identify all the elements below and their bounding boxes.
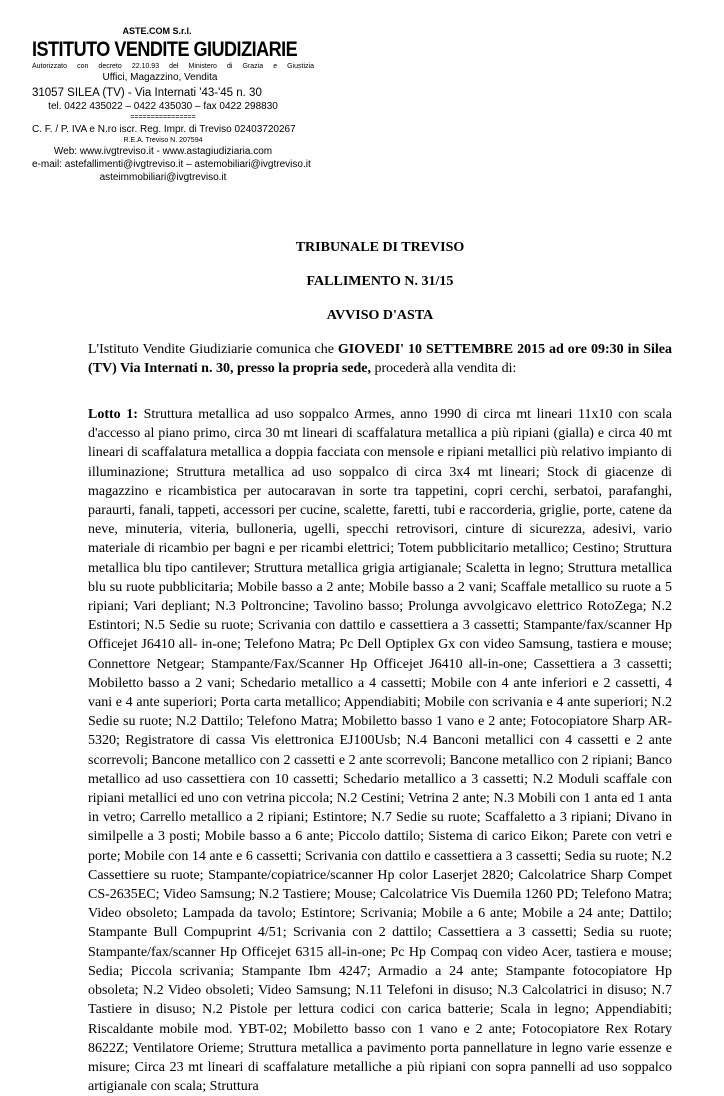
- lot-description: Struttura metallica ad uso soppalco Armes, anno 1990 di circa mt lineari 11x10 con scala d'accesso al piano primo, circa 30 mt lineari di scaffalatura metallica a più ripiani (gialla) e circa 40 mt lineari di scaffalatura metallica a doppia facciata con mensole e ripiani metallici più relativo impianto di illuminazione; Struttura metallica ad uso soppalco di circa 3x4 mt lineari; Stock di giacenze di magazzino e ricambistica per autocaravan in sorte tra tappetini, copri cerchi, serbatoi, parafanghi, paraurti, fanali, tappeti, accessori per cucine, scalette, faretti, tubi e raccorderia, griglie, porte, catene da neve, minuteria, viteria, bulloneria, ugelli, specchi retrovisori, cinture di sicurezza, adesivi, vario materiale di ricambio per bagni e per ricambi elettrici; Totem pubblicitario metallico; Cestino; Struttura metallica blu tipo cantilever; Struttura metallica grigia artigianale; Scaletta in legno; Struttura metallica blu su ruote pubblicitaria; Mobile basso a 2 ante; Mobile basso a 2 vani; Scaffale metallico su ruote a 5 ripiani; Vari depliant; N.3 Poltroncine; Tavolino basso; Prolunga avvolgicavo elettrico RotoZega; N.2 Estintori; N.5 Sedie su ruote; Scrivania con dattilo e cassettiera a 3 cassetti; Stampante/fax/scanner Hp Officejet J6410 all- in-one; Telefono Matra; Pc Dell Optiplex Gx con video Samsung, tastiera e mouse; Connettore Netgear; Stampante/Fax/Scanner Hp Officejet J6410 all-in-one; Cassettiera a 3 cassetti; Mobiletto basso a 2 vani; Schedario metallico a 4 cassetti; Mobile con 4 ante inferiori e 2 cassetti, 4 vani e 4 ante superiori; Porta carta metallico; Appendiabiti; Mobile con scrivania e 4 ante superiori; N.2 Sedie su ruote; N.2 Dattilo; Telefono Matra; Mobiletto basso 1 vano e 2 ante; Fotocopiatore Sharp AR-5320; Registratore di cassa Vis elettronica EJ100Usb; N.4 Banconi metallici con 4 cassetti e 2 ante scorrevoli; Bancone metallico con 2 cassetti e 2 ante scorrevoli; Bancone metallico con 2 ripiani; Banco metallico ad uso cassettiera con 10 cassetti; Schedario metallico a 3 cassetti; N.2 Moduli scaffale con ripiani metallici ed uno con vetrina piccola; N.2 Cestini; Vetrina 2 ante; N.3 Mobili con 1 anta ed 1 anta in vetro; Carrello metallico a 2 ripiani; Estintore; N.7 Sedie su ruote; Scaffaletto a 3 ripiani; Divano in similpelle a 3 posti; Mobile basso a 6 ante; Piccolo dattilo; Sistema di carico Eikon; Parete con vetri e porte; Mobile con 14 ante e 6 cassetti; Scrivania con dattilo e cassettiera a 3 cassetti; Sedia su ruote; N.2 Cassettiere su ruote; Stampante/copiatrice/scanner Hp color Laserjet 2820; Calcolatrice Sharp Compet CS-2635EC; Video Samsung; N.2 Tastiere; Mouse; Calcolatrice Vis Duemila 1260 PD; Telefono Matra; Video obsoleto; Lampada da tavolo; Estintore; Scrivania; Mobile a 6 ante; Mobile a 24 ante; Dattilo; Stampante Bull Compuprint 4/51; Scrivania con 2 dattilo; Cassettiera a 3 cassetti; Sedia su ruote; Stampante/fax/scanner Hp Officejet 6315 all-in-one; Pc Hp Compaq con video Acer, tastiera e mouse; Sedia; Piccola scrivania; Stampante Ibm 4247; Armadio a 24 ante; Stampante fotocopiatore Hp obsoleta; N.2 Video obsoleti; Video Samsung; N.11 Telefoni in disuso; N.3 Calcolatrici in disuso; N.7 Tastiere in disuso; N.2 Pistole per lettura codici con carica batterie; Scala in legno; Appendiabiti; Riscaldante mobile mod. YBT-02; Mobiletto basso con 1 vano e 2 ante; Fotocopiatore Rex Rotary 8622Z; Ventilatore Orieme; Struttura metallica a pavimento porta pannellature in legno varie essenze e misure; Circa 23 mt lineari di scaffalature metalliche a più ripiani con sopra pannelli ad uso soppalco artigianale con scala; Struttura: [88, 407, 672, 1095]
- letterhead: [32, 26, 332, 184]
- address-text: 31057 SILEA (TV) - Via Internati '43-'45 n. 30: [32, 87, 262, 99]
- court-heading: TRIBUNALE DI TREVISO: [295, 240, 465, 255]
- offices-text: Uffici, Magazzino, Vendita: [102, 72, 218, 83]
- intro-text-post: procederà alla vendita di:: [371, 361, 517, 376]
- web-links: Web: www.ivgtreviso.it - www.astagiudiziaria.com: [53, 146, 273, 157]
- lot-label: Lotto 1:: [88, 407, 138, 422]
- tax-id: C. F. / P. IVA e N.ro iscr. Reg. Impr. di Treviso 02403720267: [32, 124, 296, 135]
- phone-numbers: tel. 0422 435022 – 0422 435030 – fax 0422 298830: [48, 101, 278, 112]
- case-heading: FALLIMENTO N. 31/15: [306, 274, 454, 289]
- intro-paragraph: [88, 340, 672, 378]
- intro-text-pre: L'Istituto Vendite Giudiziarie comunica che: [88, 342, 338, 357]
- email-address-secondary: asteimmobiliari@ivgtreviso.it: [99, 172, 227, 183]
- email-addresses: e-mail: astefallimenti@ivgtreviso.it – astemobiliari@ivgtreviso.it: [32, 159, 311, 170]
- institute-name: ISTITUTO VENDITE GIUDIZIARIE: [32, 38, 298, 61]
- notice-heading: AVVISO D'ASTA: [326, 308, 434, 323]
- authorization-text: Autorizzato con decreto 22.10.93 del Ministero di Grazia e Giustizia: [32, 63, 314, 70]
- company-name: ASTE.COM S.r.l.: [122, 26, 192, 36]
- lot-paragraph: [88, 405, 672, 1096]
- auction-date-place: GIOVEDI' 10 SETTEMBRE 2015 ad ore 09:30 in Silea (TV) Via Internati n. 30, presso la propria sede,: [88, 342, 673, 376]
- separator-line: ================: [130, 114, 196, 121]
- rea-number: R.E.A. Treviso N. 207594: [123, 137, 203, 144]
